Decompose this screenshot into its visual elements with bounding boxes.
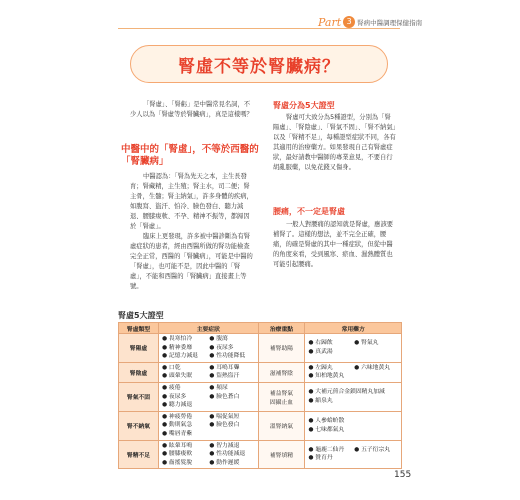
formula-text: 大補元煎合金鎖固精丸加減 xyxy=(315,389,385,396)
bullet-icon: ● xyxy=(308,389,316,396)
bullet-icon: ● xyxy=(308,340,316,347)
column-header-type: 腎虛類型 xyxy=(119,323,159,334)
type-cell: 腎氣不固 xyxy=(119,382,159,411)
symptom-text: 腰膝痠軟 xyxy=(168,451,193,458)
formula-text: 知柏地黃丸 xyxy=(315,373,345,380)
bullet-icon: ● xyxy=(162,384,169,391)
table-row xyxy=(119,334,402,363)
formula-item xyxy=(308,417,398,426)
symptoms-cell xyxy=(159,334,259,363)
running-header xyxy=(318,14,478,30)
bullet-icon: ● xyxy=(209,413,217,420)
formula-item xyxy=(308,388,398,397)
formula-text: 人參蛤蚧散 xyxy=(315,418,345,425)
formula-item xyxy=(308,454,352,463)
bullet-icon: ● xyxy=(162,353,169,360)
formula-item xyxy=(308,339,352,348)
bullet-icon: ● xyxy=(308,426,316,433)
table-row xyxy=(119,362,402,382)
bullet-icon: ● xyxy=(308,397,316,404)
symptom-text: 口乾 xyxy=(168,364,181,371)
symptom-text: 臉色蒼白 xyxy=(216,393,240,400)
symptom-text: 動則氣急 xyxy=(168,422,193,429)
symptom-text: 喘促氣短 xyxy=(216,413,240,420)
formulas-cell xyxy=(305,440,402,469)
symptom-item xyxy=(209,335,254,344)
formula-text: 五子衍宗丸 xyxy=(361,446,391,453)
symptom-text: 精神委靡 xyxy=(168,344,193,351)
symptom-text: 夜尿多 xyxy=(216,344,234,351)
column-header-formulas: 常用藥方 xyxy=(305,323,402,334)
formula-item xyxy=(308,348,352,357)
intro-paragraph xyxy=(130,100,254,120)
symptom-item xyxy=(162,364,207,373)
symptom-item xyxy=(209,352,254,361)
kidney-deficiency-types-table xyxy=(118,322,402,469)
formula-item xyxy=(308,446,352,455)
formulas-cell xyxy=(305,334,402,363)
symptom-text: 性功能降低 xyxy=(216,353,246,360)
title-banner xyxy=(130,45,388,83)
symptom-item xyxy=(162,335,207,344)
page-title: 腎虛不等於腎臟病？ xyxy=(178,56,340,77)
bullet-icon: ● xyxy=(308,446,316,453)
bullet-icon: ● xyxy=(354,364,362,371)
formulas-cell xyxy=(305,411,402,440)
symptom-text: 耳鳴耳聾 xyxy=(216,364,240,371)
bullet-icon: ● xyxy=(209,451,217,458)
part-number-badge: 3 xyxy=(343,16,355,28)
bullet-icon: ● xyxy=(209,364,217,371)
symptom-item xyxy=(162,344,207,353)
symptom-item xyxy=(209,442,254,451)
symptom-item xyxy=(209,413,254,422)
table-title: 腎虛5大證型 xyxy=(118,311,164,320)
right-subheading-backpain: 腰痛，不一定是腎虛 xyxy=(273,207,345,216)
formulas-cell xyxy=(305,382,402,411)
bullet-icon: ● xyxy=(162,336,169,342)
bullet-icon: ● xyxy=(308,364,316,371)
symptom-text: 記憶力減退 xyxy=(168,353,198,360)
symptom-item xyxy=(162,413,207,422)
symptom-text: 夜尿多 xyxy=(168,393,187,400)
formula-item xyxy=(354,364,398,373)
table-row xyxy=(119,411,402,440)
formulas-cell xyxy=(305,362,402,382)
bullet-icon: ● xyxy=(209,459,217,466)
formula-text: 右歸飲 xyxy=(315,340,333,347)
symptom-item xyxy=(162,430,207,439)
bullet-icon: ● xyxy=(162,459,169,466)
left-paragraph-1: 中醫認為：「腎為先天之本，主生長發育；腎藏精，主生殖；腎主水，司二便；腎主骨，生髓；腎主納氣」，許多身體的疾病，如腹寫、盜汗、怕冷、臉色發白、聽力減退、腰膝痠軟、不孕、精神不振等，都歸因於「腎虛」。 xyxy=(130,173,253,230)
right-paragraph-2-block xyxy=(273,220,397,270)
symptom-item xyxy=(162,372,207,381)
treatment-cell: 補腎填精 xyxy=(258,440,305,469)
bullet-icon: ● xyxy=(209,442,217,449)
symptom-item xyxy=(162,352,207,361)
symptom-text: 腹瀉 xyxy=(216,336,228,342)
symptom-item xyxy=(209,344,254,353)
bullet-icon: ● xyxy=(308,348,316,355)
bullet-icon: ● xyxy=(209,422,217,429)
formula-item xyxy=(354,446,398,455)
bullet-icon: ● xyxy=(354,340,362,347)
bullet-icon: ● xyxy=(354,446,362,453)
symptoms-cell xyxy=(159,411,259,440)
formula-text: 真武湯 xyxy=(315,348,333,355)
treatment-cell: 補腎助陽 xyxy=(258,334,305,363)
formula-text: 六味地黃丸 xyxy=(361,364,391,371)
symptoms-cell xyxy=(159,362,259,382)
bullet-icon: ● xyxy=(162,364,169,371)
treatment-cell: 補益腎氣 固攝止血 xyxy=(258,382,305,411)
bullet-icon: ● xyxy=(209,393,217,400)
symptom-item xyxy=(162,384,207,393)
symptom-text: 畏寒怕冷 xyxy=(168,336,193,342)
left-body xyxy=(130,172,254,292)
treatment-cell: 溫腎納氣 xyxy=(258,411,305,440)
bullet-icon: ● xyxy=(209,353,217,360)
bullet-icon: ● xyxy=(162,393,169,400)
bullet-icon: ● xyxy=(162,422,169,429)
header-title: 腎病中醫調理保健指南 xyxy=(357,18,423,27)
symptom-item xyxy=(162,421,207,430)
bullet-icon: ● xyxy=(209,373,217,380)
symptoms-cell xyxy=(159,440,259,469)
formula-item xyxy=(308,397,398,406)
symptom-text: 嘴唇青紫 xyxy=(168,430,193,437)
bullet-icon: ● xyxy=(209,336,217,342)
symptom-text: 盜熱盜汗 xyxy=(216,373,240,380)
right-paragraph-1: 腎虛可大致分為5種證型，分別為「腎陽虛」、「腎陰虛」、「腎氣不固」、「腎不納氣」以及「腎精不足」，每種證型症狀不同，各有其適用的治療藥方。如果發現自己有腎虛症狀，最好請教中醫師的專業意見，不要自行胡亂服藥，以免花錢又傷身。 xyxy=(273,114,396,171)
bullet-icon: ● xyxy=(162,451,169,458)
formula-item xyxy=(308,364,352,373)
column-header-symptoms: 主要症狀 xyxy=(159,323,259,334)
formula-text: 腎氣丸 xyxy=(361,340,379,347)
symptoms-cell xyxy=(159,382,259,411)
formula-text: 七味都氣丸 xyxy=(315,426,345,433)
bullet-icon: ● xyxy=(162,413,169,420)
bullet-icon: ● xyxy=(209,344,217,351)
formula-item xyxy=(308,372,352,381)
formula-item xyxy=(308,426,398,435)
symptom-item xyxy=(209,421,254,430)
symptom-text: 性功能減退 xyxy=(216,451,246,458)
right-subheading-types: 腎虛分為5大證型 xyxy=(273,101,335,110)
symptom-text: 臉色發白 xyxy=(216,422,240,429)
symptom-item xyxy=(209,364,254,373)
bullet-icon: ● xyxy=(162,442,169,449)
page-number: 155 xyxy=(394,470,412,480)
symptom-text: 眩暈耳鳴 xyxy=(168,442,193,449)
bullet-icon: ● xyxy=(162,430,169,437)
bullet-icon: ● xyxy=(162,344,169,351)
type-cell: 腎精不足 xyxy=(119,440,159,469)
column-header-treatment: 治療重點 xyxy=(258,323,305,334)
formula-text: 縮泉丸 xyxy=(315,397,333,404)
bullet-icon: ● xyxy=(209,384,217,391)
bullet-icon: ● xyxy=(308,455,316,462)
symptom-text: 智力減退 xyxy=(216,442,240,449)
formula-item xyxy=(354,339,398,348)
type-cell: 腎陽虛 xyxy=(119,334,159,363)
symptom-item xyxy=(209,450,254,459)
symptom-text: 疲倦 xyxy=(168,384,181,391)
symptom-text: 頭暈失眠 xyxy=(168,373,193,380)
type-cell: 腎不納氣 xyxy=(119,411,159,440)
symptom-item xyxy=(209,393,254,402)
symptom-item xyxy=(162,393,207,402)
formula-text: 龜鹿二仙丹 xyxy=(315,446,345,453)
treatment-cell: 滋補腎陰 xyxy=(258,362,305,382)
bullet-icon: ● xyxy=(308,418,316,425)
symptom-item xyxy=(162,401,207,410)
symptom-item xyxy=(162,442,207,451)
bullet-icon: ● xyxy=(162,402,169,409)
type-cell: 腎陰虛 xyxy=(119,362,159,382)
left-paragraph-2: 臨床上更發現，許多被中醫診斷為有腎虛症狀的患者，經由西醫所做的腎功能檢查完全正常，西醫的「腎臟病」，可能是中醫的「腎虛」，也可能不是，因此中醫的「腎虛」，不能和西醫的「腎臟病」直接畫上等號。 xyxy=(130,233,253,290)
table-row xyxy=(119,382,402,411)
formula-text: 左歸丸 xyxy=(315,364,333,371)
symptom-item xyxy=(162,450,207,459)
symptom-item xyxy=(209,372,254,381)
table-row xyxy=(119,440,402,469)
symptom-text: 動作遲緩 xyxy=(216,459,240,466)
symptom-item xyxy=(209,459,254,468)
symptom-text: 齒搖髮脫 xyxy=(168,459,193,466)
formula-text: 贊育丹 xyxy=(315,455,333,462)
right-paragraph-1-block xyxy=(273,113,397,173)
bullet-icon: ● xyxy=(162,373,169,380)
symptom-text: 聽力減退 xyxy=(168,402,193,409)
table-header-row xyxy=(119,323,402,334)
bullet-icon: ● xyxy=(308,373,316,380)
symptom-item xyxy=(162,459,207,468)
right-paragraph-2: 一般人對腰痛的認知就是腎虛，應該要補腎了。這樣的想法，並不完全正確，腰痛，的確是腎虛的其中一種症狀，但從中醫的角度來看，受到風寒、瘀血、濕熱體質也可能引起腰痛。 xyxy=(273,221,394,268)
symptom-item xyxy=(209,384,254,393)
left-subheading: 中醫中的「腎虛」，不等於西醫的「腎臟病」 xyxy=(121,144,259,167)
symptom-text: 神疲勞倦 xyxy=(168,413,193,420)
intro-text: 「腎虛」、「腎虧」是中醫常見名詞，不少人以為「腎虛等於腎臟病」，真是這樣嗎？ xyxy=(130,101,253,118)
symptom-text: 頻尿 xyxy=(216,384,228,391)
part-label: Part xyxy=(318,15,342,29)
